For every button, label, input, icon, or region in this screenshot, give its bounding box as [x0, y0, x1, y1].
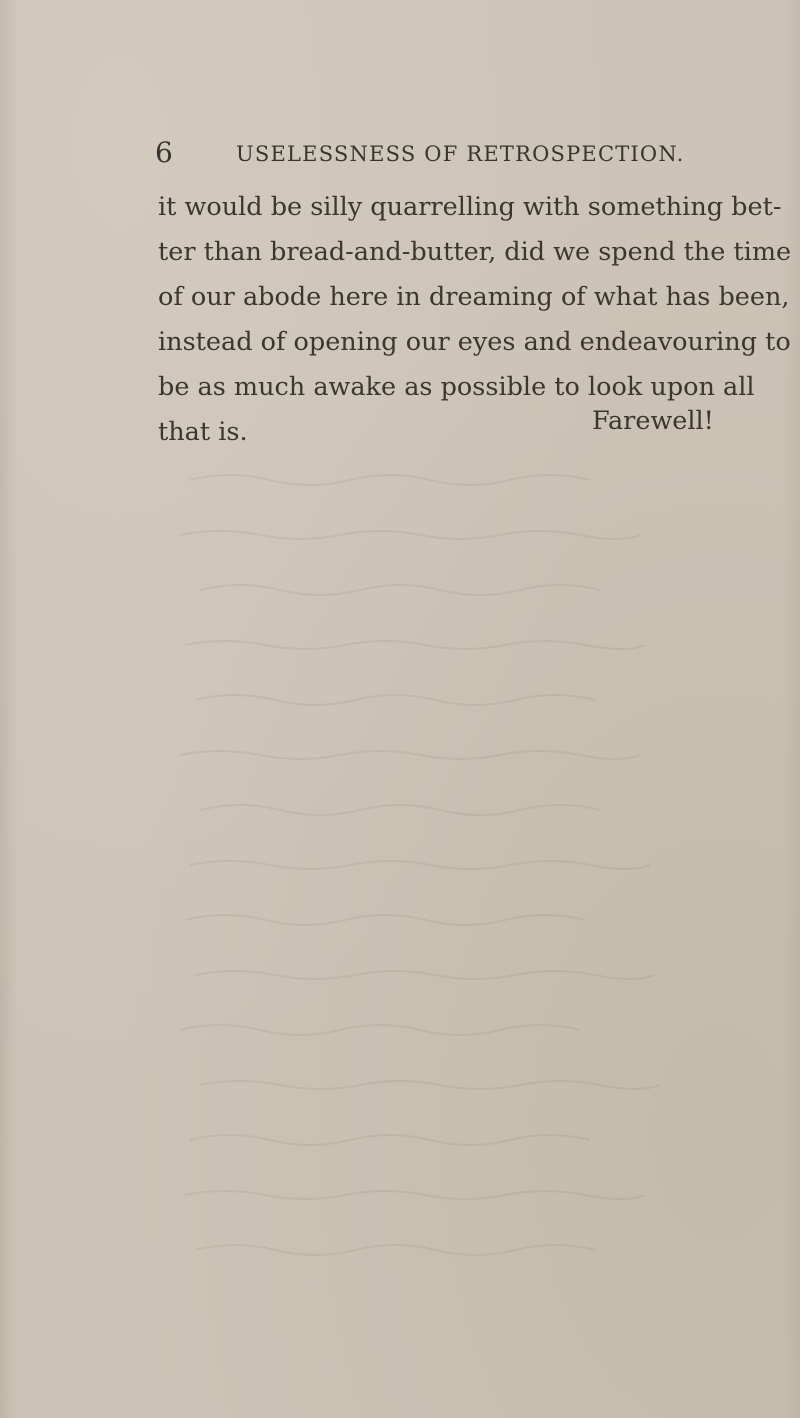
text-line: of our abode here in dreaming of what has been, — [158, 282, 790, 312]
running-title: USELESSNESS OF RETROSPECTION. — [236, 142, 685, 166]
text-line: be as much awake as possible to look upon all — [158, 372, 755, 402]
text-line: instead of opening our eyes and endeavouring to — [158, 327, 791, 357]
page-number: 6 — [155, 136, 173, 169]
text-line: that is. — [158, 417, 248, 447]
page-header — [155, 135, 775, 171]
text-line: ter than bread-and-butter, did we spend the time — [158, 237, 792, 267]
show-through-texture — [170, 440, 770, 1340]
text-line: it would be silly quarrelling with something bet- — [158, 192, 782, 222]
closing-word: Farewell! — [592, 406, 714, 436]
